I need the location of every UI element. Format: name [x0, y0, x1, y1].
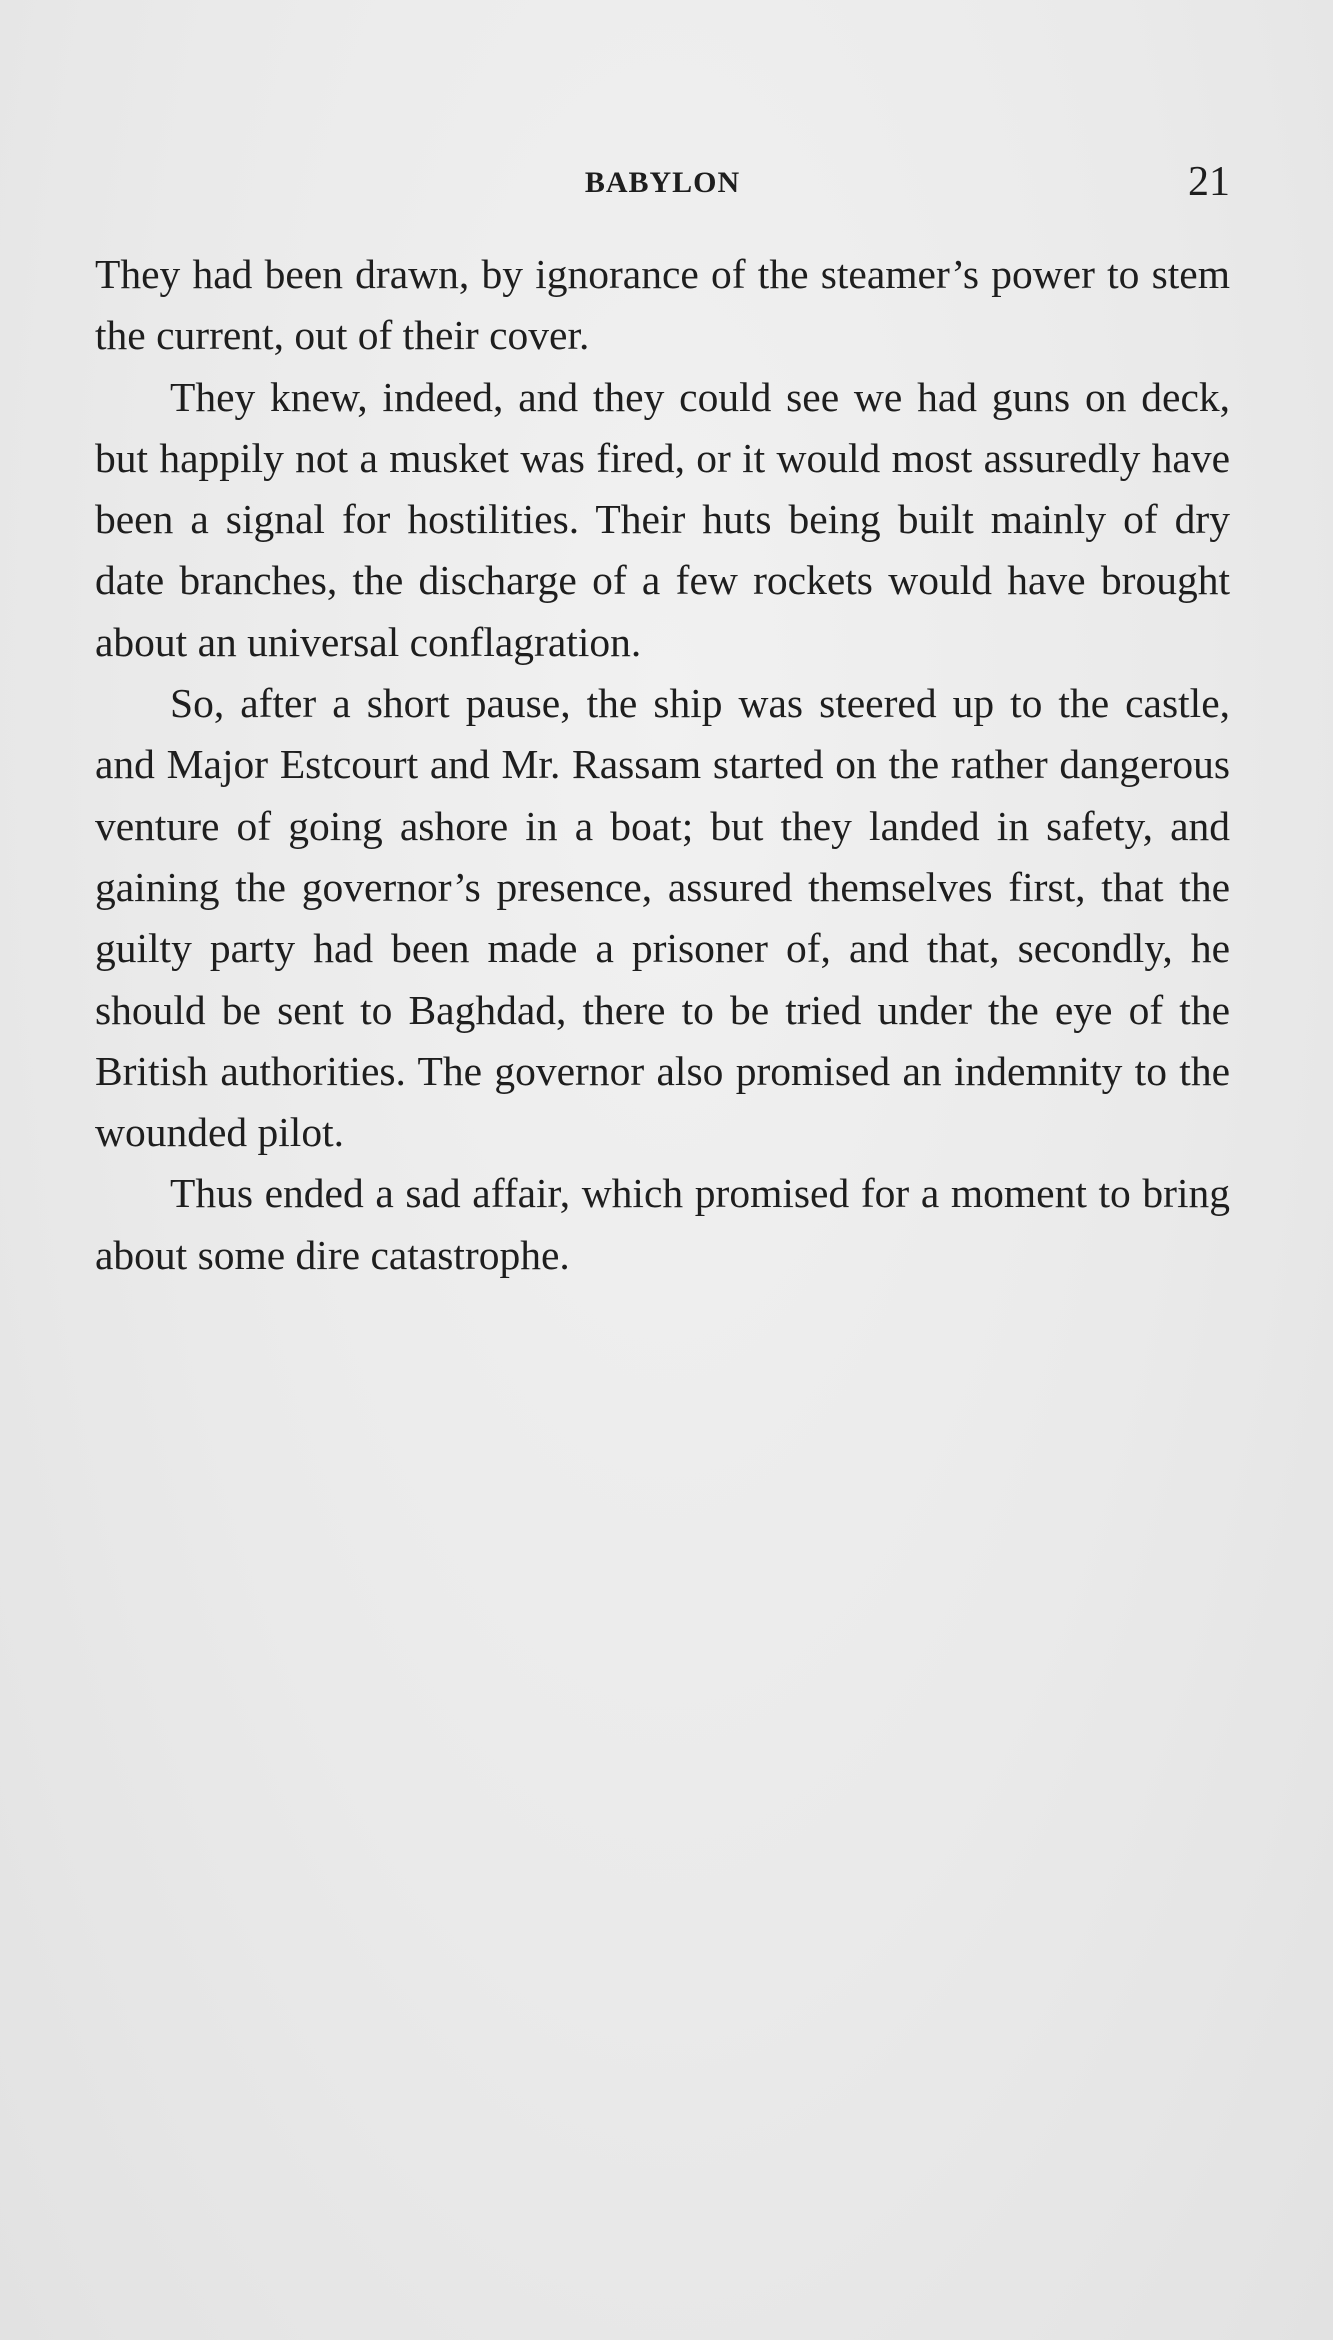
page-header [95, 158, 1230, 208]
paragraph: Thus ended a sad affair, which promised for a moment to bring about some dire catastrophe. [95, 1170, 1230, 1278]
page-number: 21 [1188, 159, 1230, 205]
paragraph: They had been drawn, by ignorance of the steamer’s power to stem the current, out of their cover. [95, 251, 1230, 359]
body-text [95, 244, 1230, 1286]
running-title: BABYLON [584, 166, 741, 199]
paragraph: So, after a short pause, the ship was steered up to the castle, and Major Estcourt and Mr. Rassam started on the rather dangerous venture of going ashore in a boat; but they landed in safety, and gaining the governor’s presence, assured themselves first, that the guilty party had been made a prisoner of, and that, secondly, he should be sent to Baghdad, there to be tried under the eye of the British authorities. The governor also promised an indemnity to the wounded pilot. [95, 680, 1230, 1156]
paragraph: They knew, indeed, and they could see we had guns on deck, but happily not a musket was fired, or it would most assuredly have been a signal for hostilities. Their huts being built mainly of dry date branches, the discharge of a few rockets would have brought about an universal conflagration. [95, 373, 1230, 665]
